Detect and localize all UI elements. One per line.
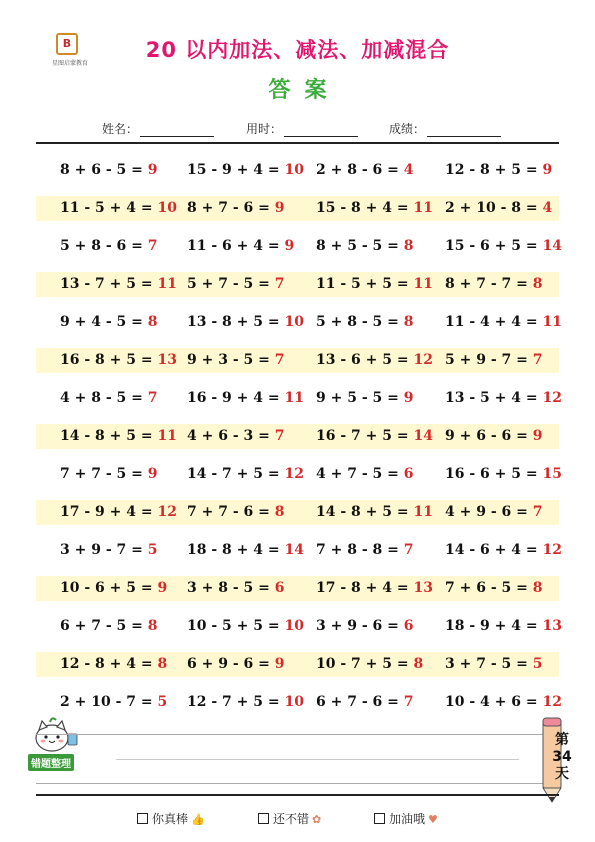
problem-answer: 9	[532, 428, 543, 444]
page-subtitle: 答案	[268, 78, 341, 103]
time-blank[interactable]	[284, 124, 358, 137]
problem-answer: 9	[157, 580, 168, 596]
problem-question: 18 - 9 + 4 =	[445, 618, 538, 634]
problem-item	[187, 576, 285, 601]
problem-answer: 7	[147, 390, 158, 406]
problem-question: 9 + 6 - 6 =	[445, 428, 528, 444]
problem-question: 7 + 6 - 5 =	[445, 580, 528, 596]
problem-item	[187, 614, 304, 639]
problem-row	[36, 386, 562, 411]
problem-row	[36, 538, 562, 563]
problem-question: 18 - 8 + 4 =	[187, 542, 280, 558]
problem-item	[60, 500, 177, 525]
problem-answer: 4	[542, 200, 553, 216]
problem-question: 8 + 5 - 5 =	[316, 238, 399, 254]
problem-question: 4 + 9 - 6 =	[445, 504, 528, 520]
problem-answer: 13	[157, 352, 177, 368]
problem-item	[60, 234, 158, 259]
problem-item	[60, 652, 167, 677]
problem-question: 6 + 7 - 5 =	[60, 618, 143, 634]
problem-row	[36, 424, 559, 449]
problem-answer: 10	[284, 618, 304, 634]
rating-keep-going-checkbox[interactable]	[374, 813, 385, 824]
problem-question: 8 + 6 - 5 =	[60, 162, 143, 178]
problem-answer: 8	[403, 238, 414, 254]
problem-answer: 4	[403, 162, 414, 178]
flower-icon: ✿	[312, 813, 322, 826]
problem-item	[60, 310, 158, 335]
problem-answer: 7	[403, 542, 414, 558]
problem-row	[36, 690, 562, 715]
problem-item	[60, 538, 158, 563]
problem-answer: 6	[403, 466, 414, 482]
problem-item	[60, 272, 177, 297]
problem-question: 8 + 7 - 7 =	[445, 276, 528, 292]
problem-row	[36, 158, 559, 183]
problem-answer: 8	[532, 580, 543, 596]
problem-answer: 5	[157, 694, 168, 710]
problem-question: 15 - 8 + 4 =	[316, 200, 409, 216]
problem-item	[316, 272, 433, 297]
problem-question: 3 + 7 - 5 =	[445, 656, 528, 672]
problem-item	[316, 196, 433, 221]
problem-question: 3 + 8 - 5 =	[187, 580, 270, 596]
problem-answer: 10	[284, 162, 304, 178]
mistakes-writing-line	[116, 759, 519, 760]
time-field[interactable]	[246, 120, 358, 137]
problem-row	[36, 614, 562, 639]
rating-great-label: 你真棒	[152, 812, 189, 826]
name-blank[interactable]	[140, 124, 214, 137]
problem-item	[445, 576, 543, 601]
problem-question: 14 - 8 + 5 =	[60, 428, 153, 444]
problem-question: 16 - 9 + 4 =	[187, 390, 280, 406]
cheer-icon: ♥	[428, 813, 438, 826]
problem-answer: 12	[542, 390, 562, 406]
mistakes-label: 错题整理	[28, 754, 74, 771]
problem-item	[60, 386, 158, 411]
problem-row	[36, 576, 559, 601]
problem-question: 10 - 5 + 5 =	[187, 618, 280, 634]
problem-item	[60, 690, 167, 715]
problem-row	[36, 272, 559, 297]
problem-answer: 12	[542, 542, 562, 558]
problem-question: 13 - 8 + 5 =	[187, 314, 280, 330]
problem-question: 7 + 7 - 6 =	[187, 504, 270, 520]
problem-answer: 9	[274, 200, 285, 216]
problem-answer: 8	[157, 656, 168, 672]
problem-answer: 7	[274, 276, 285, 292]
problem-item	[316, 462, 414, 487]
day-counter	[551, 732, 573, 783]
problem-question: 14 - 8 + 5 =	[316, 504, 409, 520]
problem-row	[36, 348, 559, 373]
score-label: 成绩：	[389, 122, 426, 136]
problem-row	[36, 234, 562, 259]
logo: B	[56, 33, 78, 55]
score-field[interactable]	[389, 120, 501, 137]
day-prefix: 第	[555, 732, 569, 748]
problem-question: 5 + 7 - 5 =	[187, 276, 270, 292]
name-label: 姓名：	[102, 122, 139, 136]
problem-item	[60, 614, 158, 639]
problem-item	[187, 652, 285, 677]
problem-item	[187, 424, 285, 449]
problem-answer: 8	[403, 314, 414, 330]
problem-row	[36, 196, 559, 221]
rating-keep-going[interactable]	[374, 810, 438, 827]
rating-great-checkbox[interactable]	[137, 813, 148, 824]
problem-answer: 8	[147, 314, 158, 330]
problem-grid	[36, 158, 562, 728]
problem-question: 5 + 8 - 5 =	[316, 314, 399, 330]
problem-question: 7 + 8 - 8 =	[316, 542, 399, 558]
problem-item	[316, 310, 414, 335]
problem-answer: 11	[413, 504, 433, 520]
problem-question: 5 + 9 - 7 =	[445, 352, 528, 368]
problem-question: 3 + 9 - 6 =	[316, 618, 399, 634]
problem-item	[187, 538, 304, 563]
problem-answer: 12	[284, 466, 304, 482]
problem-answer: 15	[542, 466, 562, 482]
problem-answer: 7	[274, 352, 285, 368]
problem-answer: 12	[542, 694, 562, 710]
problem-item	[316, 538, 414, 563]
problem-item	[316, 500, 433, 525]
problem-question: 4 + 7 - 5 =	[316, 466, 399, 482]
problem-answer: 11	[413, 276, 433, 292]
mistakes-box[interactable]	[36, 734, 559, 784]
problem-question: 10 - 7 + 5 =	[316, 656, 409, 672]
problem-item	[187, 348, 285, 373]
rating-good-checkbox[interactable]	[258, 813, 269, 824]
problem-answer: 11	[157, 276, 177, 292]
problem-item	[316, 424, 433, 449]
problem-question: 10 - 6 + 5 =	[60, 580, 153, 596]
problem-item	[445, 614, 562, 639]
rating-great[interactable]	[137, 810, 205, 827]
problem-answer: 12	[157, 504, 177, 520]
problem-answer: 8	[147, 618, 158, 634]
problem-question: 14 - 7 + 5 =	[187, 466, 280, 482]
day-suffix: 天	[555, 766, 569, 782]
problem-item	[60, 158, 158, 183]
problem-question: 16 - 7 + 5 =	[316, 428, 409, 444]
problem-question: 7 + 7 - 5 =	[60, 466, 143, 482]
problem-row	[36, 462, 562, 487]
problem-answer: 11	[157, 428, 177, 444]
problem-question: 9 + 4 - 5 =	[60, 314, 143, 330]
problem-answer: 10	[157, 200, 177, 216]
name-field[interactable]	[102, 120, 214, 137]
problem-answer: 8	[413, 656, 424, 672]
problem-question: 17 - 8 + 4 =	[316, 580, 409, 596]
problem-question: 11 - 6 + 4 =	[187, 238, 280, 254]
problem-question: 11 - 5 + 4 =	[60, 200, 153, 216]
day-number: 34	[552, 749, 572, 765]
problem-question: 12 - 8 + 4 =	[60, 656, 153, 672]
problem-item	[445, 500, 543, 525]
problem-item	[316, 576, 433, 601]
problem-item	[445, 196, 552, 221]
rating-good[interactable]	[258, 810, 321, 827]
header-divider	[36, 142, 559, 144]
problem-item	[187, 158, 304, 183]
problem-item	[445, 424, 543, 449]
problem-item	[445, 272, 543, 297]
problem-answer: 9	[147, 466, 158, 482]
problem-question: 6 + 9 - 6 =	[187, 656, 270, 672]
problem-item	[445, 310, 562, 335]
problem-item	[445, 234, 562, 259]
problem-question: 15 - 6 + 5 =	[445, 238, 538, 254]
problem-question: 15 - 9 + 4 =	[187, 162, 280, 178]
problem-question: 9 + 3 - 5 =	[187, 352, 270, 368]
problem-question: 2 + 10 - 8 =	[445, 200, 538, 216]
problem-answer: 9	[403, 390, 414, 406]
problem-item	[316, 614, 414, 639]
problem-item	[445, 348, 543, 373]
problem-question: 17 - 9 + 4 =	[60, 504, 153, 520]
problem-question: 12 - 8 + 5 =	[445, 162, 538, 178]
problem-answer: 7	[274, 428, 285, 444]
problem-answer: 5	[147, 542, 158, 558]
problem-answer: 7	[403, 694, 414, 710]
problem-answer: 14	[413, 428, 433, 444]
problem-answer: 9	[542, 162, 553, 178]
problem-item	[60, 424, 177, 449]
problem-question: 9 + 5 - 5 =	[316, 390, 399, 406]
problem-question: 10 - 4 + 6 =	[445, 694, 538, 710]
problem-question: 14 - 6 + 4 =	[445, 542, 538, 558]
problem-item	[60, 348, 177, 373]
problem-question: 2 + 10 - 7 =	[60, 694, 153, 710]
problem-question: 11 - 4 + 4 =	[445, 314, 538, 330]
problem-item	[316, 386, 414, 411]
problem-answer: 6	[403, 618, 414, 634]
problem-item	[316, 234, 414, 259]
problem-question: 6 + 7 - 6 =	[316, 694, 399, 710]
problem-question: 13 - 6 + 5 =	[316, 352, 409, 368]
problem-question: 16 - 6 + 5 =	[445, 466, 538, 482]
problem-item	[445, 158, 552, 183]
problem-item	[316, 348, 433, 373]
rating-keep-going-label: 加油哦	[389, 812, 426, 826]
problem-answer: 14	[542, 238, 562, 254]
problem-item	[445, 386, 562, 411]
problem-item	[445, 652, 543, 677]
problem-item	[445, 690, 562, 715]
problem-item	[60, 462, 158, 487]
problem-item	[60, 576, 167, 601]
problem-question: 12 - 7 + 5 =	[187, 694, 280, 710]
problem-item	[316, 652, 423, 677]
problem-answer: 7	[532, 352, 543, 368]
problem-row	[36, 500, 559, 525]
problem-item	[187, 690, 304, 715]
problem-answer: 13	[542, 618, 562, 634]
problem-answer: 9	[274, 656, 285, 672]
problem-item	[316, 690, 414, 715]
problem-answer: 8	[274, 504, 285, 520]
problem-item	[187, 500, 285, 525]
problem-row	[36, 310, 562, 335]
problem-answer: 11	[284, 390, 304, 406]
score-blank[interactable]	[427, 124, 501, 137]
problem-question: 16 - 8 + 5 =	[60, 352, 153, 368]
problem-answer: 10	[284, 694, 304, 710]
problem-item	[187, 272, 285, 297]
problem-item	[187, 462, 304, 487]
problem-item	[445, 538, 562, 563]
problem-question: 5 + 8 - 6 =	[60, 238, 143, 254]
problem-item	[187, 234, 294, 259]
problem-question: 13 - 5 + 4 =	[445, 390, 538, 406]
problem-question: 2 + 8 - 6 =	[316, 162, 399, 178]
problem-answer: 11	[542, 314, 562, 330]
problem-answer: 9	[147, 162, 158, 178]
problem-question: 4 + 6 - 3 =	[187, 428, 270, 444]
problem-answer: 6	[274, 580, 285, 596]
problem-answer: 9	[284, 238, 295, 254]
time-label: 用时：	[246, 122, 283, 136]
problem-row	[36, 652, 559, 677]
problem-question: 4 + 8 - 5 =	[60, 390, 143, 406]
problem-item	[316, 158, 414, 183]
page-title: 20 以内加法、减法、加减混合	[145, 38, 450, 62]
rating-good-label: 还不错	[273, 812, 310, 826]
problem-answer: 7	[147, 238, 158, 254]
problem-item	[187, 386, 304, 411]
problem-question: 11 - 5 + 5 =	[316, 276, 409, 292]
problem-answer: 5	[532, 656, 543, 672]
problem-item	[445, 462, 562, 487]
problem-answer: 8	[532, 276, 543, 292]
problem-answer: 11	[413, 200, 433, 216]
problem-question: 8 + 7 - 6 =	[187, 200, 270, 216]
logo-text: 星图启蒙教育	[51, 60, 88, 67]
problem-answer: 12	[413, 352, 433, 368]
problem-answer: 7	[532, 504, 543, 520]
footer-divider	[36, 794, 559, 796]
problem-question: 13 - 7 + 5 =	[60, 276, 153, 292]
problem-answer: 14	[284, 542, 304, 558]
thumbs-up-icon: 👍	[191, 813, 205, 826]
problem-item	[187, 310, 304, 335]
problem-item	[60, 196, 177, 221]
problem-question: 3 + 9 - 7 =	[60, 542, 143, 558]
problem-answer: 10	[284, 314, 304, 330]
problem-answer: 13	[413, 580, 433, 596]
problem-item	[187, 196, 285, 221]
